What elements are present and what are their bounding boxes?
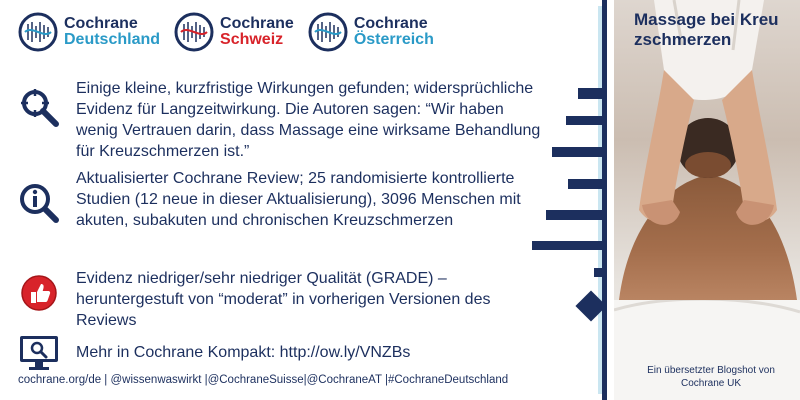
finding-text: Einige kleine, kurzfristige Wirkungen gefunden; widersprüchliche Evidenz für Langzeitwirkung. Die Autoren sagen: “Wir haben wenig Vertrauen darin, dass Massage eine wirksame Behandlung für Kreuzschmerzen ist.” bbox=[76, 80, 541, 160]
thumbs-up-icon bbox=[18, 272, 60, 314]
logo-top-text: Cochrane bbox=[64, 15, 138, 32]
monitor-search-icon bbox=[18, 332, 60, 374]
cochrane-logo-icon bbox=[18, 12, 58, 52]
massage-photo bbox=[614, 0, 800, 400]
logo-bar bbox=[18, 12, 434, 52]
logo-cochrane-oesterreich bbox=[308, 12, 434, 52]
logo-cochrane-schweiz bbox=[174, 12, 294, 52]
finding-row-review bbox=[18, 168, 521, 229]
more-info-link[interactable]: Mehr in Cochrane Kompakt: http://ow.ly/VNZBs bbox=[76, 344, 411, 361]
finding-row-results bbox=[18, 78, 541, 160]
cochrane-logo-icon bbox=[174, 12, 214, 52]
logo-bottom-text: Deutschland bbox=[64, 31, 161, 48]
photo-title: Massage bei Kreuzschmerzen bbox=[634, 10, 779, 49]
magnifier-info-icon bbox=[18, 182, 60, 224]
logo-bottom-text: Schweiz bbox=[220, 31, 284, 48]
decorative-bars bbox=[532, 0, 616, 400]
finding-row-evidence bbox=[18, 268, 491, 329]
logo-top-text: Cochrane bbox=[353, 15, 428, 32]
footer-handles: cochrane.org/de | @wissenwaswirkt |@CochraneSuisse|@CochraneAT |#CochraneDeutschland bbox=[18, 374, 509, 386]
evidence-text: Evidenz niedriger/sehr niedriger Qualität (GRADE) – heruntergestuft von “moderat” in vorherigen Versionen des Reviews bbox=[76, 270, 491, 329]
magnifier-crosshair-icon bbox=[18, 86, 60, 128]
review-text: Aktualisierter Cochrane Review; 25 randomisierte kontrollierte Studien (12 neue in dieser Aktualisierung), 3096 Menschen mit akuten, subakuten und chronischen Kreuzschmerzen bbox=[76, 170, 521, 229]
cochrane-logo-icon bbox=[308, 12, 348, 52]
logo-top-text: Cochrane bbox=[220, 15, 294, 32]
photo-credit: Ein übersetzter Blogshot von Cochrane UK bbox=[647, 365, 775, 389]
finding-row-more bbox=[18, 332, 411, 374]
logo-cochrane-deutschland bbox=[18, 12, 160, 52]
logo-bottom-text: Österreich bbox=[353, 31, 434, 48]
